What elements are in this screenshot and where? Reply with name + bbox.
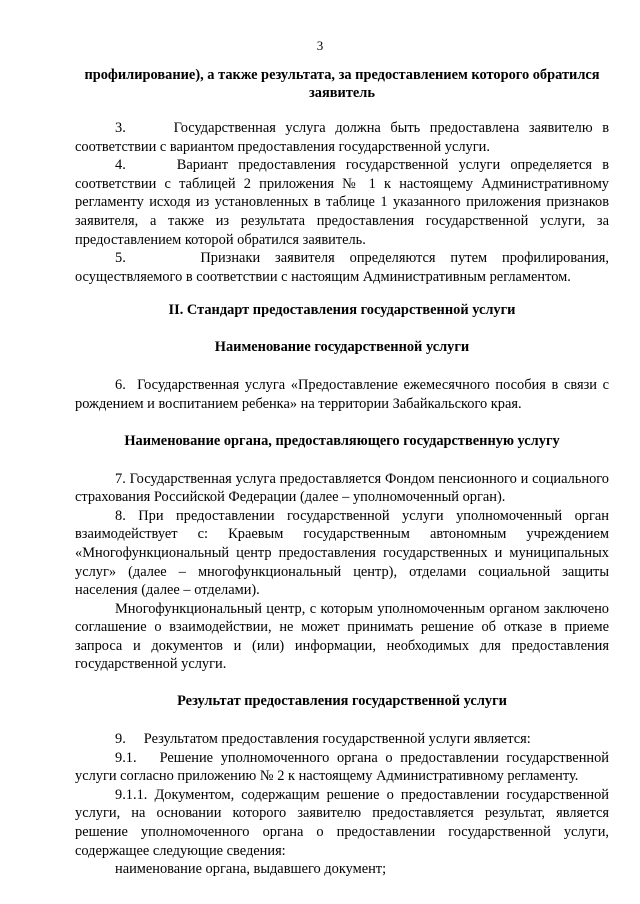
heading-top: профилирование), а также результата, за предоставлением которого обратился заявитель: [84, 67, 600, 101]
paragraph-9-1-1: 9.1.1. Документом, содержащим решение о предоставлении государственной услуги, на основании которого заявителю предоставляется результат, является решение уполномоченного органа о предоставлении государственной услуги, содержащее следующие сведения:: [75, 786, 609, 859]
subsection-result-title: Результат предоставления государственной услуги: [177, 693, 507, 710]
paragraph-8: 8. При предоставлении государственной услуги уполномоченный орган взаимодействует с: Краевым государственным автономным учреждением «Многофункциональный центр предоставления государственных и муниципальных услуг» (далее – многофункциональный центр), отделами социальной защиты населения (далее – отделами).: [75, 507, 609, 599]
subsection-service-name-title: Наименование государственной услуги: [214, 339, 470, 356]
paragraph-9-1: 9.1. Решение уполномоченного органа о предоставлении государственной услуги согласно приложению № 2 к настоящему Административному регламенту.: [75, 749, 609, 785]
page-number: 3: [316, 38, 324, 53]
document-body: [75, 66, 609, 879]
paragraph-6: 6. Государственная услуга «Предоставление ежемесячного пособия в связи с рождением и воспитанием ребенка» на территории Забайкальского края.: [75, 377, 609, 412]
subsection-organ-title: Наименование органа, предоставляющего государственную услугу: [124, 432, 560, 449]
paragraph-5: 5. Признаки заявителя определяются путем профилирования, осуществляемого в соответствии с настоящим Административным регламентом.: [75, 250, 609, 285]
section-2-title: II. Стандарт предоставления государственной услуги: [168, 302, 516, 319]
paragraph-8b: Многофункциональный центр, с которым уполномоченным органом заключено соглашение о взаимодействии, не может принимать решение об отказе в приеме запроса и документов и (или) информации, необходимых для предоставления государственной услуги.: [75, 600, 609, 673]
paragraph-7: 7. Государственная услуга предоставляется Фондом пенсионного и социального страхования Российской Федерации (далее – уполномоченный орган).: [75, 470, 609, 506]
paragraph-4: 4. Вариант предоставления государственной услуги определяется в соответствии с таблицей 2 приложения № 1 к настоящему Административному регламенту исходя из установленных в таблице 1 указанного приложения признаков заявителя, а также из результата предоставления государственной услуги, за предоставлением которой обратился заявитель.: [75, 157, 609, 248]
paragraph-3: 3. Государственная услуга должна быть предоставлена заявителю в соответствии с вариантом предоставления государственной услуги.: [75, 120, 609, 155]
paragraph-last: наименование органа, выдавшего документ;: [115, 861, 387, 878]
paragraph-9: 9. Результатом предоставления государственной услуги является:: [115, 731, 531, 748]
